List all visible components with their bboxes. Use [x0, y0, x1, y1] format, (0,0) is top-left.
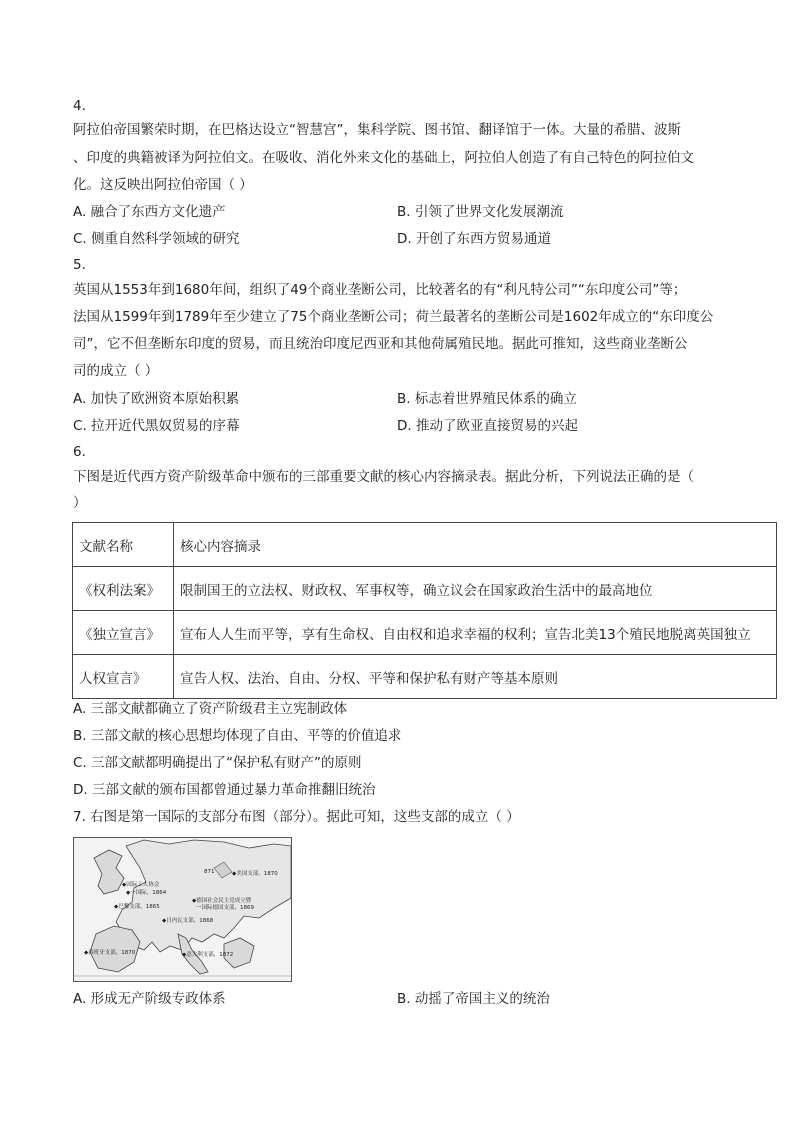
map-label-italy: ◆意大利支部，1872 [182, 952, 234, 958]
q7-option-a: A. 形成无产阶级专政体系 [73, 991, 226, 1007]
q7-option-b: B. 动摇了帝国主义的统治 [397, 991, 550, 1007]
q6-number: 6. [73, 444, 86, 460]
table-row [73, 655, 777, 699]
q4-stem-line-1: 阿拉伯帝国繁荣时期，在巴格达设立“智慧宫”，集科学院、图书馆、翻译馆于一体。大量的希腊、波斯 [73, 122, 681, 138]
q4-stem-line-2: 、印度的典籍被译为阿拉伯文。在吸收、消化外来文化的基础上，阿拉伯人创造了有自己特色的阿拉伯文 [73, 150, 694, 166]
documents-table [72, 522, 777, 699]
table-row [73, 567, 777, 611]
q4-option-c: C. 侧重自然科学领域的研究 [73, 231, 240, 247]
q5-stem-line-1: 英国从1553年到1680年间，组织了49个商业垄断公司，比较著名的有“利凡特公司”“东印度公司”等； [73, 282, 687, 298]
q5-option-c: C. 拉开近代黑奴贸易的序幕 [73, 418, 240, 434]
q6-option-a: A. 三部文献都确立了资产阶级君主立宪制政体 [73, 701, 348, 717]
table-row [73, 611, 777, 655]
q7-stem: 7. 右图是第一国际的支部分布图（部分）。据此可知，这些支部的成立（ ） [73, 809, 520, 825]
q6-option-c: C. 三部文献都明确提出了“保护私有财产”的原则 [73, 755, 362, 771]
table-cell: 宣告人权、法治、自由、分权、平等和保护私有财产等基本原则 [174, 655, 777, 699]
q4-option-a: A. 融合了东西方文化遗产 [73, 204, 226, 220]
map-label-871: 871 [204, 869, 215, 875]
first-international-map [73, 837, 292, 982]
q6-option-b: B. 三部文献的核心思想均体现了自由、平等的价值追求 [73, 728, 402, 744]
q5-option-a: A. 加快了欧洲资本原始积累 [73, 391, 240, 407]
map-label-germany-1869: 一国际德国支部，1869 [196, 905, 254, 911]
q5-option-b: B. 标志着世界殖民体系的确立 [397, 391, 577, 407]
map-label-iwa: ◆国际工人协会 [122, 882, 160, 888]
map-label-iwa-1864: ◆一国际，1864 [126, 890, 167, 896]
table-cell: 《独立宣言》 [73, 611, 174, 655]
q6-stem-line-2: ） [73, 495, 87, 511]
map-label-usa: ◆美国支部，1870 [232, 871, 278, 877]
q4-option-d: D. 开创了东西方贸易通道 [397, 231, 551, 247]
europe-map-drawing [74, 838, 291, 981]
table-header-cell: 核心内容摘录 [174, 523, 777, 567]
q4-stem-line-3: 化。这反映出阿拉伯帝国（ ） [73, 177, 253, 193]
map-label-spain: ◆西班牙支部，1870 [84, 950, 136, 956]
q6-option-d: D. 三部文献的颁布国都曾通过暴力革命推翻旧统治 [73, 782, 376, 798]
map-label-germany: ◆德国社会民主党成立暨 [192, 898, 252, 904]
map-label-paris: ◆巴黎支部，1865 [114, 904, 160, 910]
table-cell: 限制国王的立法权、财政权、军事权等，确立议会在国家政治生活中的最高地位 [174, 567, 777, 611]
table-header-row [73, 523, 777, 567]
table-cell: 《权利法案》 [73, 567, 174, 611]
q5-number: 5. [73, 257, 86, 273]
table-cell: 人权宣言》 [73, 655, 174, 699]
q6-stem-line-1: 下图是近代西方资产阶级革命中颁布的三部重要文献的核心内容摘录表。据此分析，下列说法正确的是（ [73, 469, 694, 485]
q4-number: 4. [73, 98, 86, 114]
q5-stem-line-3: 司”，它不但垄断东印度的贸易，而且统治印度尼西亚和其他荷属殖民地。据此可推知，这些商业垄断公 [73, 336, 688, 352]
q5-stem-line-2: 法国从1599年到1789年至少建立了75个商业垄断公司；荷兰最著名的垄断公司是1602年成立的“东印度公 [73, 309, 714, 325]
q5-option-d: D. 推动了欧亚直接贸易的兴起 [397, 418, 578, 434]
table-header-cell: 文献名称 [73, 523, 174, 567]
q5-stem-line-4: 司的成立（ ） [73, 363, 159, 379]
q4-option-b: B. 引领了世界文化发展潮流 [397, 204, 564, 220]
table-cell: 宣布人人生而平等，享有生命权、自由权和追求幸福的权利；宣告北美13个殖民地脱离英国独立 [174, 611, 777, 655]
map-label-geneva: ◆日内瓦支部，1868 [162, 918, 214, 924]
